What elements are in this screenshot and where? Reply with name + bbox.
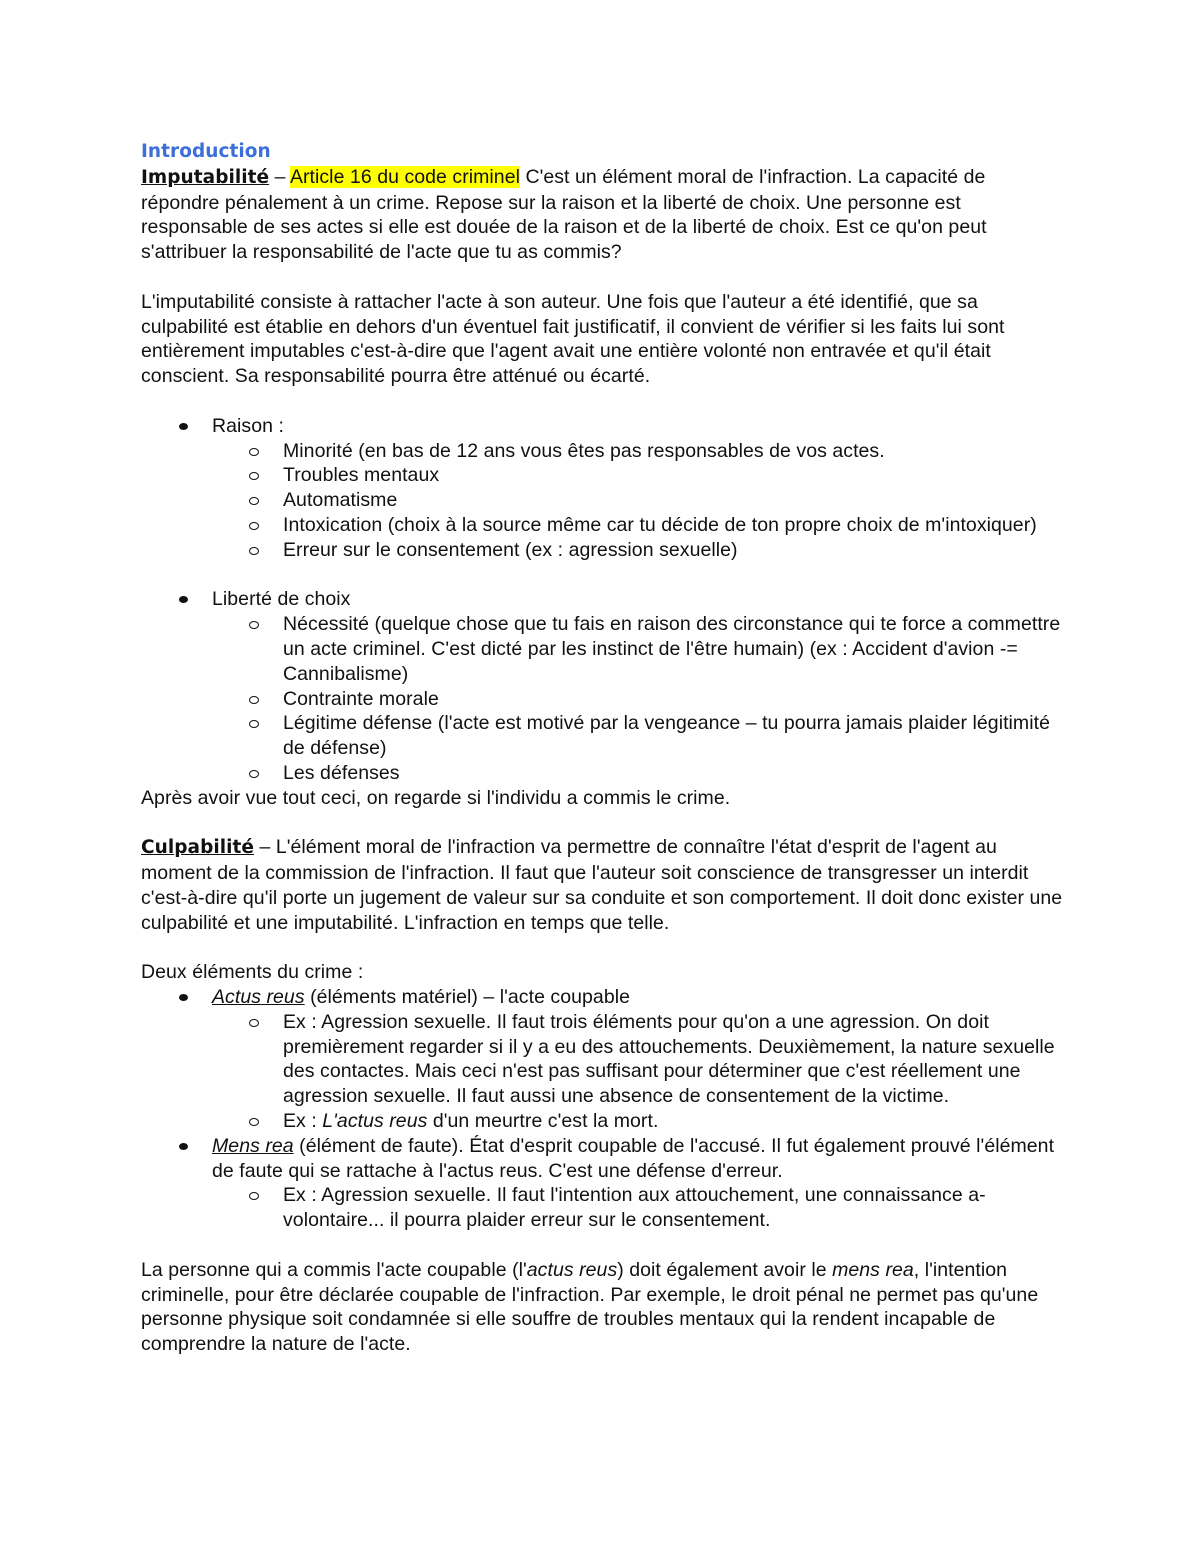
list-item: Minorité (en bas de 12 ans vous êtes pas responsables de vos actes. [141, 439, 1066, 464]
bullet-circle-icon [249, 1192, 259, 1200]
apres-paragraph: Après avoir vue tout ceci, on regarde si l'individu a commis le crime. [141, 786, 731, 809]
imputabilite-paragraph [141, 165, 1066, 265]
bullet-disc-icon [179, 423, 188, 430]
list-item: Liberté de choix [141, 587, 1066, 612]
list-item: Intoxication (choix à la source même car tu décide de ton propre choix de m'intoxiquer) [141, 513, 1066, 538]
term-imputabilite: Imputabilité [141, 166, 270, 188]
final-paragraph: La personne qui a commis l'acte coupable (l'actus reus) doit également avoir le mens rea, l'intention criminelle, pour être déclarée coupable de l'infraction. Par exemple, le droit pénal ne permet pas qu'une personne physique soit condamnée si elle souffre de troubles mentaux qui la rendent incapable de comprendre la nature de l'acte. [141, 1258, 1039, 1356]
actus-list [141, 985, 1066, 1010]
list-item: Légitime défense (l'acte est motivé par la vengeance – tu pourra jamais plaider légitimité de défense) [141, 711, 1066, 761]
culpabilite-text: – L'élément moral de l'infraction va permettre de connaître l'état d'esprit de l'agent au moment de la commission de l'infraction. Il faut que l'auteur soit conscience de transgresser un interdit c'est-à-dire qu'il porte un jugement de valeur sur sa conduite et son comportement. Il doit donc exister une culpabilité et une imputabilité. L'infraction en temps que telle. [141, 836, 1063, 934]
term-mens-rea: Mens rea [212, 1134, 294, 1157]
list-item: Automatisme [141, 488, 1066, 513]
list-item: Nécessité (quelque chose que tu fais en raison des circonstance qui te force a commettre un acte criminel. C'est dicté par les instinct de l'être humain) (ex : Accident d'avion -= Cannibalisme) [141, 612, 1066, 686]
dash: – [269, 165, 290, 188]
liberte-sublist [141, 612, 1066, 786]
list-item: Ex : Agression sexuelle. Il faut l'intention aux attouchement, une connaissance a-volontaire... il pourra plaider erreur sur le consentement. [141, 1183, 1066, 1233]
list-item: Erreur sur le consentement (ex : agression sexuelle) [141, 538, 1066, 563]
list-item: Contrainte morale [141, 687, 1066, 712]
bullet-circle-icon [249, 497, 259, 505]
bullet-disc-icon [179, 596, 188, 603]
bullet-circle-icon [249, 547, 259, 555]
raison-sublist [141, 439, 1066, 563]
document-page [141, 140, 1066, 1357]
bullet-circle-icon [249, 448, 259, 456]
deux-elements-intro: Deux éléments du crime : [141, 961, 364, 984]
bullet-circle-icon [249, 1019, 259, 1027]
list-item: Actus reus (éléments matériel) – l'acte coupable [141, 985, 1066, 1010]
bullet-circle-icon [249, 472, 259, 480]
raison-list [141, 414, 1066, 439]
bullet-circle-icon [249, 522, 259, 530]
section-heading: Introduction [141, 141, 271, 162]
highlighted-article: Article 16 du code criminel [289, 165, 520, 188]
bullet-circle-icon [249, 720, 259, 728]
bullet-circle-icon [249, 770, 259, 778]
bullet-circle-icon [249, 696, 259, 704]
liberte-list [141, 587, 1066, 612]
list-item: Ex : L'actus reus d'un meurtre c'est la mort. [141, 1109, 1066, 1134]
list-item: Ex : Agression sexuelle. Il faut trois éléments pour qu'on a une agression. On doit premièrement regarder si il y a eu des attouchements. Deuxièmement, la nature sexuelle des contactes. Mais ceci n'est pas suffisant pour déterminer que c'est réellement une agression sexuelle. Il faut aussi une absence de consentement de la victime. [141, 1010, 1066, 1109]
list-item: Mens rea (élément de faute). État d'esprit coupable de l'accusé. Il fut également prouvé l'élément de faute qui se rattache à l'actus reus. C'est une défense d'erreur. [141, 1134, 1066, 1184]
term-culpabilite: Culpabilité [141, 837, 255, 859]
bullet-circle-icon [249, 1118, 259, 1126]
imputabilite-text: C'est un élément moral de l'infraction. La capacité de répondre pénalement à un crime. Repose sur la raison et la liberté de choix. Une personne est responsable de ses actes si elle est douée de la raison et de la liberté de choix. Est ce qu'on peut s'attribuer la responsabilité de l'acte que tu as commis? [141, 165, 987, 264]
bullet-disc-icon [179, 1143, 188, 1150]
imputabilite-detail-paragraph: L'imputabilité consiste à rattacher l'acte à son auteur. Une fois que l'auteur a été identifié, que sa culpabilité est établie en dehors d'un éventuel fait justificatif, il convient de vérifier si les faits lui sont entièrement imputables c'est-à-dire que l'agent avait une entière volonté non entravée et qu'il était conscient. Sa responsabilité pourra être atténué ou écarté. [141, 290, 1005, 388]
list-item: Les défenses [141, 761, 1066, 786]
list-item: Troubles mentaux [141, 463, 1066, 488]
mens-sublist [141, 1183, 1066, 1233]
list-item: Raison : [141, 414, 1066, 439]
term-actus-reus: Actus reus [212, 986, 305, 1009]
bullet-circle-icon [249, 621, 259, 629]
mens-list [141, 1134, 1066, 1184]
bullet-disc-icon [179, 994, 188, 1001]
culpabilite-paragraph [141, 835, 1066, 935]
actus-sublist [141, 1010, 1066, 1134]
